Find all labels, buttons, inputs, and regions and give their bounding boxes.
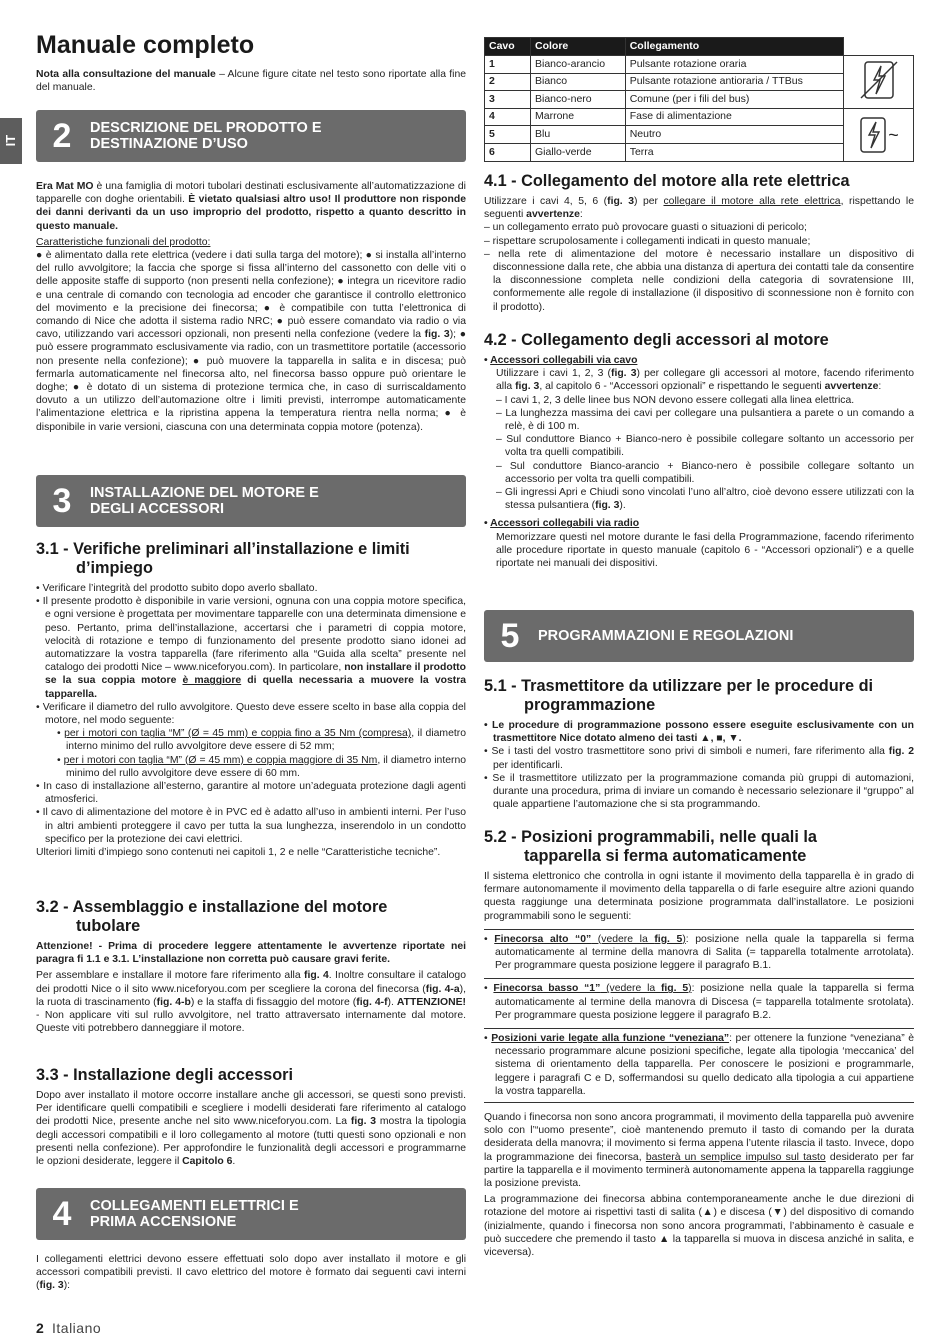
section-3-3: 3.3 - Installazione degli accessori Dopo aver installato il motore occorre installare anche gli accessori, se questi sono previsti. Per identificare quelli compatibili e scegliere i modelli desiderati fare riferimento al catalogo dei prodotti Nice, presente anche nel sito www.niceforyou.com. La fig. 3 mostra la tipologia degli accessori compatibili e il loro collegamento al motore (tutti questi sono opzionali e non presenti nella confezione). Per approfondire le funzionalità degli accessori e programmarne le opzioni desiderate, leggere il Capitolo 6. [36,1066,467,1168]
section-3-1-title: 3.1 - Verifiche preliminari all’installazione e limiti d’impiego [36,540,410,577]
ac-tilde: ~ [888,124,899,145]
cable-table-block [484,37,914,162]
section-5-1: 5.1 - Trasmettitore da utilizzare per le procedure di programmazione • Le procedure di programmazione possono essere eseguite esclusivamente con un trasmettitore Nice dotato almeno dei tasti ▲, ■, ▼. • Se i tasti del vostro trasmettitore sono privi di simboli e numeri, fare riferimento alla fig. 2 per identificarli. • Se il trasmettitore utilizzato per la programmazione comanda più gruppi di automazioni, durante una procedura, prima di inviare un comando è necessario selezionare il “gruppo” al quale appartiene l’automazione che si sta programmando. [484,677,914,811]
page-title: Manuale completo [36,31,255,59]
chapter-2-header: 2 DESCRIZIONE DEL PRODOTTO E DESTINAZIONE D’USO [36,110,466,162]
section-4-1-title: 4.1 - Collegamento del motore alla rete elettrica [484,172,850,190]
chapter-4-header: 4 COLLEGAMENTI ELETTRICI E PRIMA ACCENSIONE [36,1188,466,1240]
section-4-2: 4.2 - Collegamento degli accessori al motore • Accessori collegabili via cavo Utilizzare i cavi 1, 2, 3 (fig. 3) per collegare gli accessori al motore, facendo riferimento alla fig. 3, al capitolo 6 - “Accessori opzionali” e rispettando le seguenti avvertenze: – I cavi 1, 2, 3 delle linee bus NON devono essere collegati alla linea elettrica. – La lunghezza massima dei cavi per collegare una pulsantiera a parete o un comando a relè, è di 100 m. – Sul conduttore Bianco + Bianco-nero è possibile collegare soltanto un accessorio per volta tra quelli compatibili. – Sul conduttore Bianco-arancio + Bianco-nero è possibile collegare soltanto un accessorio per volta tra quelli compatibili. – Gli ingressi Apri e Chiudi sono vincolati l’uno all’altro, cioè devono essere utilizzati con la stessa pulsantiera (fig. 3). • Accessori collegabili via radio Memorizzare questi nel motore durante le fasi della Programmazione, facendo riferimento alle procedure riportate in questo manuale (capitolo 6 - “Accessori opzionali”) e a quelle riportate nei manuali dei dispositivi. [484,331,914,570]
chapter-4-body: I collegamenti elettrici devono essere effettuati solo dopo aver installato il motore e gli accessori compatibili previsti. Il cavo elettrico del motore è formato dai seguenti cavi interni (fig. 3): [36,1254,466,1292]
section-4-1: 4.1 - Collegamento del motore alla rete elettrica Utilizzare i cavi 4, 5, 6 (fig. 3) per collegare il motore alla rete elettrica, rispettando le seguenti avvertenze: – un collegamento errato può provocare guasti o situazioni di pericolo; – rispettare scrupolosamente i collegamenti indicati in questo manuale; – nella rete di alimentazione del motore è necessario installare un dispositivo di disconnessione dalla rete, che abbia una distanza di apertura dei contatti tale da consentire la disconnessione completa nelle condizioni della categoria di sovratensione III, conformemente alle regole di installazione (il dispositivo di sconnessione non è fornito con il prodotto). [484,172,914,314]
chapter-2-body: Era Mat MO è una famiglia di motori tubolari destinati esclusivamente all’automatizzazione di tapparelle con doghe orientabili. È vietato qualsiasi altro uso! Il produttore non risponde dei danni derivanti da un uso improprio del prodotto, rispetto a quanto descritto in questo manuale. Caratteristiche funzionali del prodotto: ● è alimentato dalla rete elettrica (vedere i dati sulla targa del motore); ● si installa all’interno del rullo avvolgitore; la faccia che sporge si fissa all’interno del cassonetto con delle viti o delle apposite staffe di supporto (non presenti nella confezione); ● integra un ricevitore radio e una centrale di comando con tecnologia ad encoder che garantisce il controllo elettronico del movimento e la precisione dei finecorsa; ● è compatibile con tutta l’elettronica di comando di Nice che adotta il sistema radio NRC; ● può essere comandato via radio o via cavo, utilizzando vari accessori opzionali, non presenti nella confezione (vedere la fig. 3); ● può essere programmato esclusivamente via radio, con un trasmettitore portatile (accessorio non presente nella confezione); ● può muovere la tapparella in salita e in discesa; può fermarla automaticamente nel finecorsa alto, nel finecorsa basso oppure può orientare le doghe; ● è dotato di un sistema di protezione termica che, in caso di surriscaldamento dovuto a un utilizzo dell’automazione oltre i limiti previsti, interrompe automaticamente l’alimentazione elettrica e la ripristina appena la temperatura rientra nella norma; ● è disponibile in varie versioni, ciascuna con una determinata coppia motore (potenza). [36,181,466,433]
section-3-2-title: 3.2 - Assemblaggio e installazione del motore tubolare [36,898,388,935]
position-bottom-limit: • Finecorsa basso “1” (vedere la fig. 5): posizione nella quale la tapparella si ferma automaticamente al termine della manovra di Discesa (= tapparella totalmente srotolata). Per programmare questa posizione leggere il paragrafo B.2. [484,978,914,1022]
section-3-1: 3.1 - Verifiche preliminari all’installazione e limiti d’impiego • Verificare l’integrità del prodotto subito dopo averlo sballato. • Il presente prodotto è disponibile in varie versioni, ognuna con una coppia motore specifica, e ogni versione è progettata per movimentare tapparelle con una determinata dimensione e peso. Pertanto, prima dell’installazione, accertarsi che i parametri di coppia motore, velocità di rotazione e tempo di funzionamento del presente prodotto siano idonei ad automatizzare la vostra tapparella (fare riferimento alla “Guida alla scelta” presente nel catalogo dei prodotti Nice – www.niceforyou.com). In particolare, non installare il prodotto se la sua coppia motore è maggiore di quella necessaria a muovere la vostra tapparella. • Verificare il diametro del rullo avvolgitore. Questo deve essere scelto in base alla coppia del motore, nel modo seguente: • per i motori con taglia “M” (Ø = 45 mm) e coppia fino a 35 Nm (compresa), il diametro interno minimo del rullo avvolgitore deve essere di 52 mm; • per i motori con taglia “M” (Ø = 45 mm) e coppia maggiore di 35 Nm, il diametro interno minimo del rullo avvolgitore deve essere di 60 mm. • In caso di installazione all’esterno, garantire al motore un’adeguata protezione dagli agenti atmosferici. • Il cavo di alimentazione del motore è in PVC ed è adatto all’uso in ambienti interni. Per l’uso in altri ambienti proteggere il cavo per tutta la sua lunghezza, inserendolo in un condotto specifico per la protezione dei cavi elettrici. Ulteriori limiti d’impiego sono contenuti nei capitoli 1, 2 e nelle “Caratteristiche tecniche”. [36,540,466,862]
section-4-2-title: 4.2 - Collegamento degli accessori al motore [484,331,829,349]
table-row: 6 Giallo-verde Terra [485,143,914,161]
mains-power-icon [844,108,914,161]
section-3-2: 3.2 - Assemblaggio e installazione del motore tubolare Attenzione! - Prima di procedere leggere attentamente le avvertenze riportate nei paragra fi 1.1 e 3.1. L’installazione non corretta può causare gravi ferite. Per assemblare e installare il motore fare riferimento alla fig. 4. Inoltre consultare il catalogo dei prodotti Nice o il sito www.niceforyou.com per scegliere la corona del finecorsa (fig. 4-a), la ruota di trascinamento (fig. 4-b) e la staffa di fissaggio del motore (fig. 4-f). ATTENZIONE! - Non applicare viti sul rullo avvolgitore, nel tratto attraversato internamente dal motore. Queste viti potrebbero danneggiare il motore. [36,898,466,1035]
language-tab: IT [0,118,22,164]
section-5-2-title: 5.2 - Posizioni programmabili, nelle quali la tapparella si ferma automaticamente [484,828,817,865]
table-row: 2 Bianco Pulsante rotazione antioraria / TTBus [485,73,914,91]
bus-terminal-icon [844,56,914,109]
table-row: 3 Bianco-nero Comune (per i fili del bus) [485,91,914,109]
cable-table: Cavo Colore Collegamento 1 Bianco-arancio Pulsante rotazione oraria 2 Bianco Pulsante rotazione antioraria / TTBus 3 Bianco-nero Comune (per i fili del bus) 4 Marrone Fase di alimentazione ~ 5 Blu Neutro 6 Giallo-verde Terra [484,37,914,162]
footer-language: Italiano [52,1320,102,1336]
chapter-3-header: 3 INSTALLAZIONE DEL MOTORE E DEGLI ACCESSORI [36,475,466,527]
table-row: 5 Blu Neutro [485,126,914,144]
table-row: 1 Bianco-arancio Pulsante rotazione oraria [485,56,914,74]
position-top-limit: • Finecorsa alto “0” (vedere la fig. 5): posizione nella quale la tapparella si ferma automaticamente al termine della manovra di Salita (= tapparella totalmente arrotolata). Per programmare questa posizione leggere il paragrafo B.1. [484,929,914,973]
chapter-5-header: 5 PROGRAMMAZIONI E REGOLAZIONI [484,610,914,662]
manual-note: Nota alla consultazione del manuale – Alcune figure citate nel testo sono riportate alla fine del manuale. [36,69,466,94]
table-row: 4 Marrone Fase di alimentazione ~ [485,108,914,126]
section-5-1-title: 5.1 - Trasmettitore da utilizzare per le procedure di programmazione [484,677,874,714]
page-number: 2 [36,1320,44,1336]
section-5-2: 5.2 - Posizioni programmabili, nelle quali la tapparella si ferma automaticamente Il sistema elettronico che controlla in ogni istante il movimento della tapparella è in grado di fermare autonomamente il movimento della tapparella o di farle eseguire altre azioni quando questa raggiunge una determinata posizione programmata dall’installatore. Le posizioni programmabili sono le seguenti: • Finecorsa alto “0” (vedere la fig. 5): posizione nella quale la tapparella si ferma automaticamente al termine della manovra di Salita (= tapparella totalmente arrotolata). Per programmare questa posizione leggere il paragrafo B.1. • Finecorsa basso “1” (vedere la fig. 5): posizione nella quale la tapparella si ferma automaticamente al termine della manovra di Discesa (= tapparella totalmente srotolata). Per programmare questa posizione leggere il paragrafo B.2. • Posizioni varie legate alla funzione “veneziana”: per ottenere la funzione “veneziana” è necessario programmare alcune posizioni specifiche, legate alla tipologia ‘meccanica’ del sistema di orientamento della tapparella. Per conoscere le posizioni e programmarle, leggere i paragrafi C e D, soffermandosi su quello dedicato alla tipologia a cui appartiene la vostra tapparella. Quando i finecorsa non sono ancora programmati, il movimento della tapparella può avvenire solo con l’“uomo presente”, cioè mantenendo premuto il tasto di comando per la durata desiderata della manovra; il movimento si ferma appena l’utente rilascia il tasto. Invece, dopo la programmazione dei finecorsa, basterà un semplice impulso sul tasto desiderato per far partire la tapparella e il movimento terminerà autonomamente appena la tapparella raggiunge la posizione prevista. La programmazione dei finecorsa abbina contemporaneamente anche le due direzioni di rotazione del motore ai rispettivi tasti di salita (▲) e discesa (▼) del dispositivo di comando (inizialmente, quando i finecorsa non sono ancora programmati, l’abbinamento è casuale e può succedere che premendo il tasto ▲ la tapparella si muova in discesa anziché in salita, e viceversa). [484,828,914,1262]
position-venetian: • Posizioni varie legate alla funzione “veneziana”: per ottenere la funzione “veneziana” è necessario programmare alcune posizioni specifiche, legate alla tipologia ‘meccanica’ del sistema di orientamento della tapparella. Per conoscere le posizioni e programmarle, leggere i paragrafi C e D, soffermandosi su quello dedicato alla tipologia a cui appartiene la vostra tapparella. [484,1028,914,1103]
section-3-3-title: 3.3 - Installazione degli accessori [36,1066,293,1084]
